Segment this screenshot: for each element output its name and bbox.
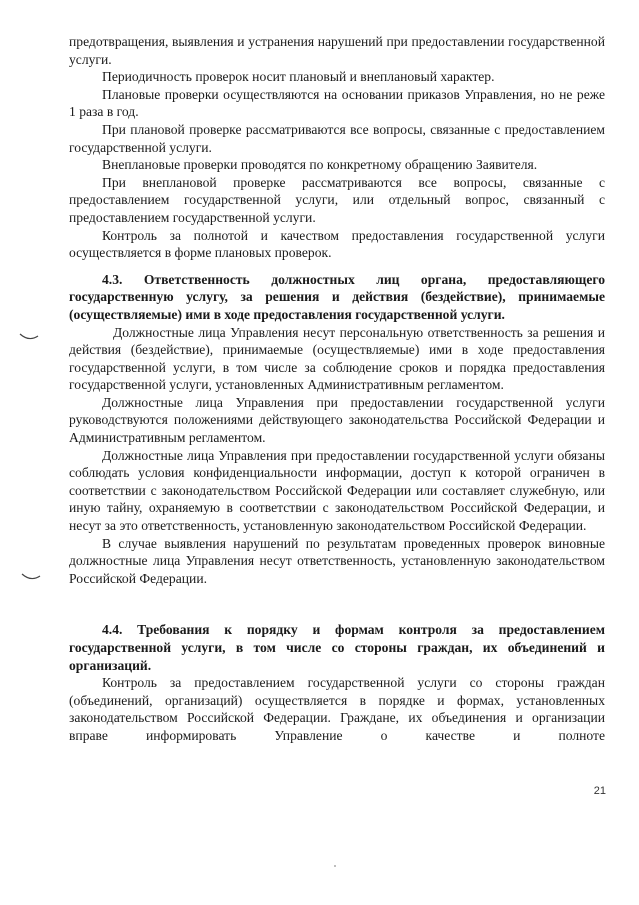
page-number: 21 — [593, 785, 606, 797]
paragraph-planned-inspections: Плановые проверки осуществляются на основании приказов Управления, но не реже 1 раза в год. — [69, 86, 605, 120]
section-heading-4-3: 4.3. Ответственность должностных лиц органа, предоставляющего государственную услугу, за решения и действия (бездействие), принимаемые (осуществляемые) ими в ходе предоставления государственной услуги. — [69, 271, 605, 322]
paragraph-personal-responsibility: Должностные лица Управления несут персональную ответственность за решения и действия (бездействие), принимаемые (осуществляемые) ими в ходе предоставления государственной услуги, в том числе за соблюдение сроков и порядка предоставления государственной услуги, установленных Административным регламентом. — [69, 324, 605, 393]
paragraph-quality-control: Контроль за полнотой и качеством предоставления государственной услуги осуществляется в форме плановых проверок. — [69, 227, 605, 261]
paragraph-unplanned-inspections: Внеплановые проверки проводятся по конкретному обращению Заявителя. — [102, 157, 538, 173]
paragraph-confidentiality: Должностные лица Управления при предоставлении государственной услуги обязаны соблюдать условия конфиденциальности информации, доступ к которой ограничен в соответствии с законодательством Российской Федерации или составляет служебную, или иную тайну, охраняемую в соответствии с законодательством Российской Федерации, и несут за это ответственность, установленную законодательством Российской Федерации. — [69, 447, 605, 534]
scan-dot — [334, 865, 336, 867]
paragraph-unplanned-scope: При внеплановой проверке рассматриваются все вопросы, связанные с предоставлением государственной услуги, или отдельный вопрос, связанный с предоставлением государственной услуги. — [69, 174, 605, 225]
paragraph-inspection-frequency: Периодичность проверок носит плановый и внеплановый характер. — [102, 69, 495, 85]
paragraph-violations: В случае выявления нарушений по результатам проведенных проверок виновные должностные лица Управления несут ответственность, установленную законодательством Российской Федерации. — [69, 535, 605, 586]
paragraph-citizen-control: Контроль за предоставлением государственной услуги со стороны граждан (объединений, организаций) осуществляется в порядке и формах, установленных законодательством Российской Федерации. Граждане, их объединения и организации вправе информировать Управление о качестве и полноте — [69, 675, 605, 743]
page-content — [69, 33, 605, 745]
paragraph-legislation-guidance: Должностные лица Управления при предоставлении государственной услуги руководствуются положениями действующего законодательства Российской Федерации и Административным регламентом. — [69, 394, 605, 446]
scan-margin-mark — [20, 568, 42, 584]
paragraph-continuation: предотвращения, выявления и устранения нарушений при предоставлении государственной услуги. — [69, 34, 605, 67]
scan-margin-mark — [18, 328, 40, 344]
section-heading-4-4: 4.4. Требования к порядку и формам контроля за предоставлением государственной услуги, в том числе со стороны граждан, их объединений и организаций. — [69, 622, 605, 673]
paragraph-planned-scope: При плановой проверке рассматриваются все вопросы, связанные с предоставлением государственной услуги. — [69, 121, 605, 155]
